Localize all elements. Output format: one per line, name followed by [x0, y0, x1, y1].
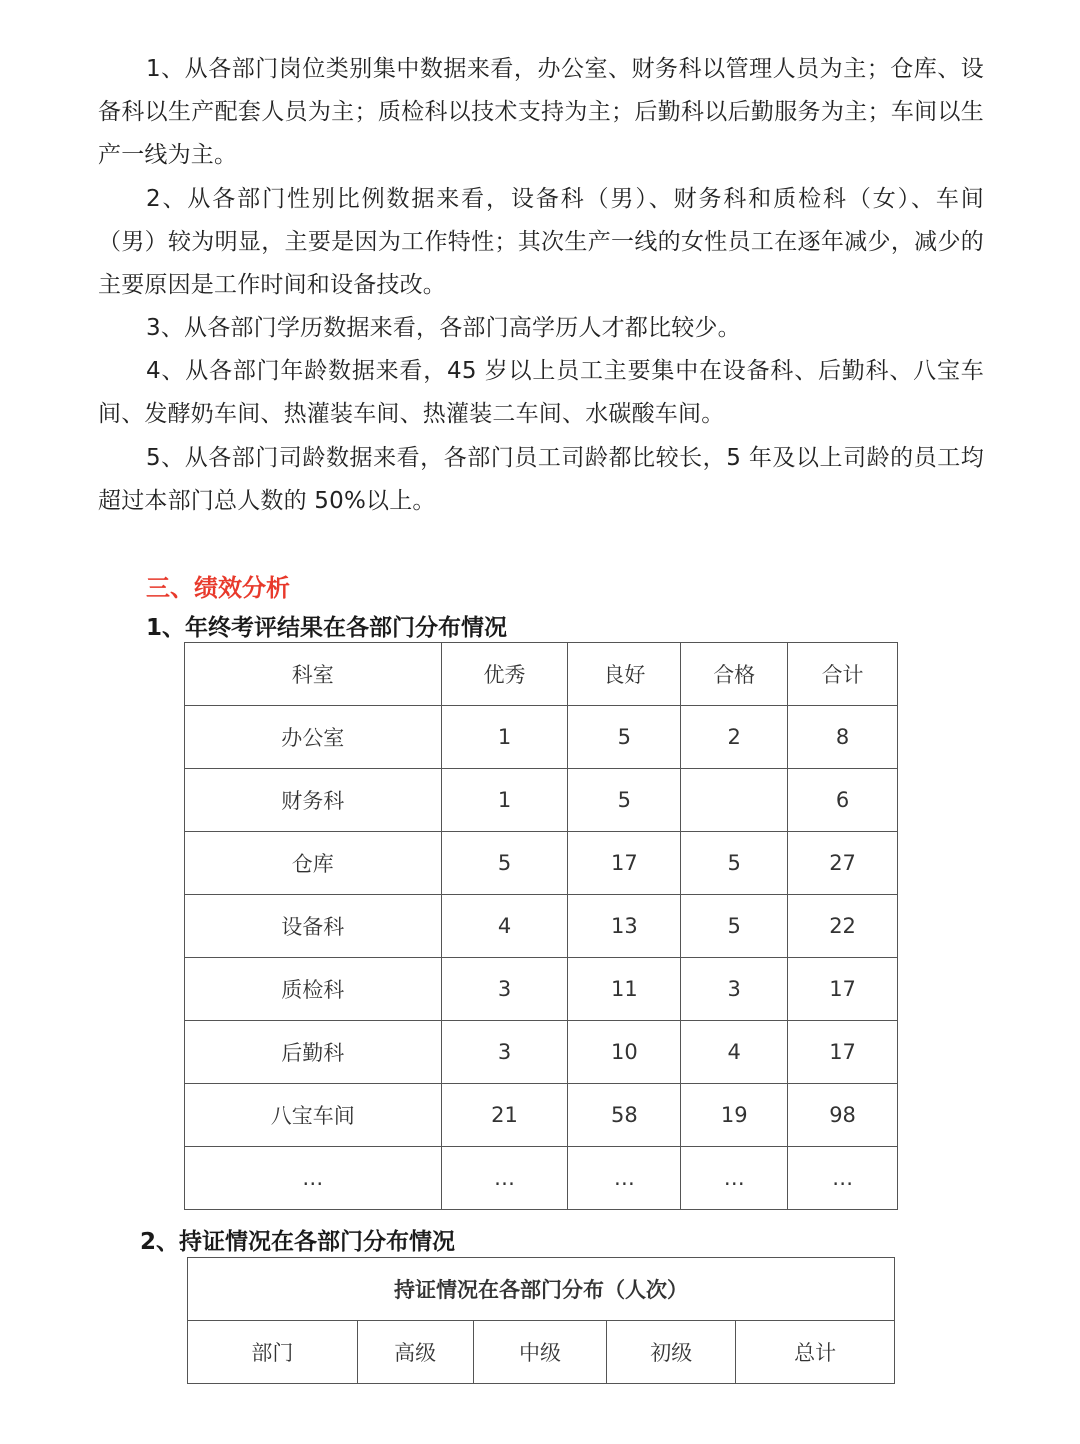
paragraph-5: 5、从各部门司龄数据来看，各部门员工司龄都比较长，5 年及以上司龄的员工均超过本部门总人数的 50%以上。 — [98, 445, 984, 514]
header-cell: 合计 — [788, 643, 898, 706]
table-row — [185, 958, 898, 1021]
table-cell: … — [568, 1147, 681, 1210]
table-cell: 5 — [568, 769, 681, 832]
table-cell: 仓库 — [185, 832, 442, 895]
table-cell: 98 — [788, 1084, 898, 1147]
table-cell: 5 — [681, 832, 788, 895]
table-cell: 1 — [441, 769, 568, 832]
performance-table-title: 1、年终考评结果在各部门分布情况 — [146, 615, 508, 641]
table-cell: 58 — [568, 1084, 681, 1147]
table-cell: 22 — [788, 895, 898, 958]
paragraph-3: 3、从各部门学历数据来看，各部门高学历人才都比较少。 — [146, 315, 741, 341]
table-cell: 财务科 — [185, 769, 442, 832]
table-row — [185, 895, 898, 958]
paragraph-1: 1、从各部门岗位类别集中数据来看，办公室、财务科以管理人员为主；仓库、设备科以生产配套人员为主；质检科以技术支持为主；后勤科以后勤服务为主；车间以生产一线为主。 — [98, 56, 984, 168]
table-cell: … — [681, 1147, 788, 1210]
header-cell: 初级 — [607, 1321, 736, 1384]
paragraph-2: 2、从各部门性别比例数据来看，设备科（男）、财务科和质检科（女）、车间（男）较为明显，主要是因为工作特性；其次生产一线的女性员工在逐年减少，减少的主要原因是工作时间和设备技改。 — [98, 186, 984, 298]
table-cell: 设备科 — [185, 895, 442, 958]
table-cell: 17 — [788, 958, 898, 1021]
table-cell: 5 — [441, 832, 568, 895]
table-caption: 持证情况在各部门分布（人次） — [188, 1258, 895, 1321]
table-row — [185, 1147, 898, 1210]
table-cell: 质检科 — [185, 958, 442, 1021]
table-cell: 17 — [568, 832, 681, 895]
table-row — [185, 1021, 898, 1084]
table-cell: … — [185, 1147, 442, 1210]
table-cell: 19 — [681, 1084, 788, 1147]
header-cell: 良好 — [568, 643, 681, 706]
table-row — [185, 832, 898, 895]
table-cell: 3 — [441, 958, 568, 1021]
certificate-table-title: 2、持证情况在各部门分布情况 — [140, 1229, 456, 1255]
table-cell: 10 — [568, 1021, 681, 1084]
performance-table — [184, 642, 898, 1210]
table-cell: 11 — [568, 958, 681, 1021]
table-cell: 八宝车间 — [185, 1084, 442, 1147]
table-header-row — [188, 1321, 895, 1384]
table-cell: 后勤科 — [185, 1021, 442, 1084]
table-row — [185, 769, 898, 832]
table-cell: 21 — [441, 1084, 568, 1147]
table-row — [185, 1084, 898, 1147]
table-cell: 27 — [788, 832, 898, 895]
table-cell: … — [788, 1147, 898, 1210]
table-cell: 4 — [441, 895, 568, 958]
header-cell: 高级 — [357, 1321, 473, 1384]
table-cell: 3 — [441, 1021, 568, 1084]
table-cell — [681, 769, 788, 832]
paragraph-4: 4、从各部门年龄数据来看，45 岁以上员工主要集中在设备科、后勤科、八宝车间、发酵奶车间、热灌装车间、热灌装二车间、水碳酸车间。 — [98, 358, 984, 427]
table-cell: 5 — [681, 895, 788, 958]
table-cell: 13 — [568, 895, 681, 958]
table-cell: 2 — [681, 706, 788, 769]
table-cell: 办公室 — [185, 706, 442, 769]
table-caption-row — [188, 1258, 895, 1321]
table-cell: 6 — [788, 769, 898, 832]
header-cell: 科室 — [185, 643, 442, 706]
table-cell: 4 — [681, 1021, 788, 1084]
header-cell: 合格 — [681, 643, 788, 706]
table-cell: 17 — [788, 1021, 898, 1084]
section-title: 三、绩效分析 — [146, 574, 290, 602]
header-cell: 总计 — [736, 1321, 895, 1384]
table-cell: 5 — [568, 706, 681, 769]
certificate-table — [187, 1257, 895, 1384]
table-header-row — [185, 643, 898, 706]
header-cell: 中级 — [473, 1321, 607, 1384]
table-cell: … — [441, 1147, 568, 1210]
header-cell: 优秀 — [441, 643, 568, 706]
table-cell: 8 — [788, 706, 898, 769]
table-row — [185, 706, 898, 769]
table-cell: 3 — [681, 958, 788, 1021]
header-cell: 部门 — [188, 1321, 358, 1384]
table-cell: 1 — [441, 706, 568, 769]
